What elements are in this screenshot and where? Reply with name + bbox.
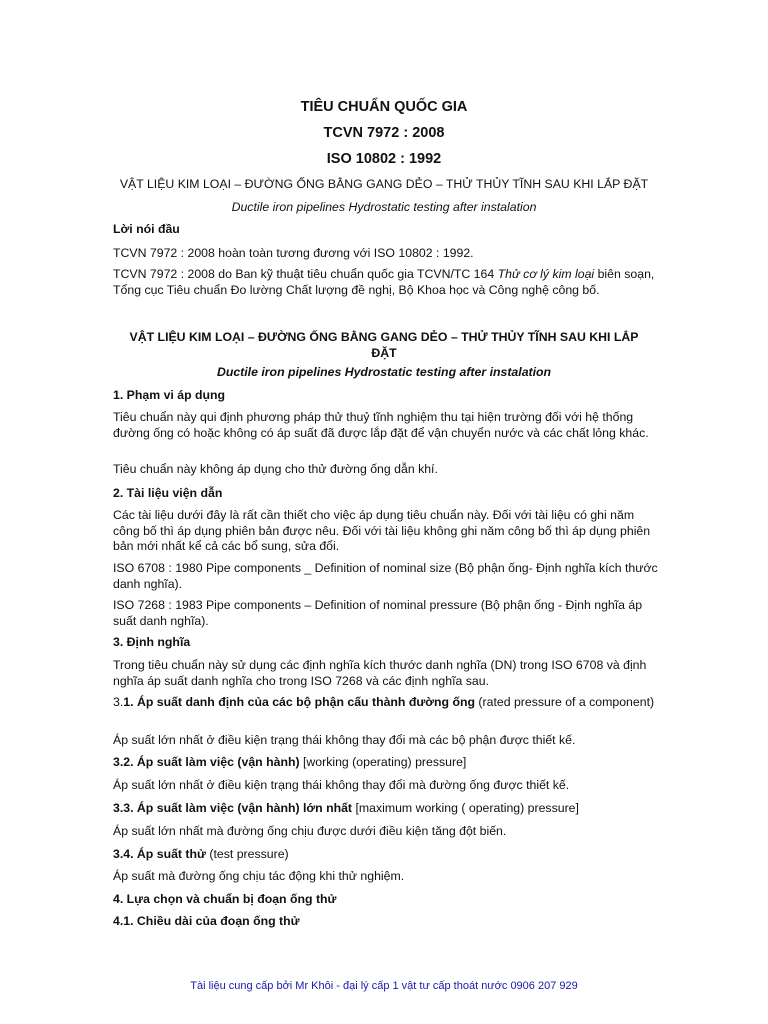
section2-heading: 2. Tài liệu viện dẫn	[113, 486, 223, 500]
foreword-heading: Lời nói đầu	[113, 222, 180, 236]
section4-heading: 4. Lựa chọn và chuẩn bị đoạn ống thử	[113, 892, 337, 906]
definition-3-1-term: 1. Áp suất danh định của các bộ phận cấu thành đường ống	[123, 695, 475, 709]
definition-3-3-text: Áp suất lớn nhất mà đường ống chịu được dưới điều kiện tăng đột biến.	[113, 824, 507, 838]
definition-3-3-term: 3.3. Áp suất làm việc (vận hành) lớn nhất	[113, 801, 353, 815]
definition-3-2-text: Áp suất lớn nhất ở điều kiện trạng thái không thay đổi mà đường ống được thiết kế.	[113, 778, 570, 792]
foreword-p2-start: TCVN 7972 : 2008 do Ban kỹ thuật tiêu chuẩn quốc gia TCVN/TC 164	[113, 267, 498, 281]
foreword-p2-end: biên soạn, Tổng cục Tiêu chuẩn Đo lường Chất lượng đề nghị, Bộ Khoa học và Công nghệ công bố.	[113, 267, 655, 297]
definition-3-4-text: Áp suất mà đường ống chịu tác động khi thử nghiệm.	[113, 869, 405, 883]
definition-3-2-title	[113, 755, 661, 771]
section4-1-heading: 4.1. Chiều dài của đoạn ống thử	[113, 914, 300, 928]
section2-paragraph-1: Các tài liệu dưới đây là rất cần thiết cho việc áp dụng tiêu chuẩn này. Đối với tài liệu có ghi năm công bố thì áp dụng phiên bản được nêu. Đối với tài liệu không ghi năm công bố thì áp dụng phiên bản mới nhất kể cả các bổ sung, sửa đổi.	[113, 508, 651, 553]
definition-3-4-term: 3.4. Áp suất thử	[113, 847, 206, 861]
doc-title-line2: TCVN 7972 : 2008	[323, 125, 445, 141]
doc-subtitle: VẬT LIỆU KIM LOẠI – ĐƯỜNG ỐNG BẰNG GANG DẺO – THỬ THỦY TĨNH SAU KHI LẮP ĐẶT	[119, 177, 649, 191]
main-title-english: Ductile iron pipelines Hydrostatic testing after instalation	[216, 365, 552, 379]
section3-heading: 3. Định nghĩa	[113, 635, 191, 649]
definition-3-4-english: (test pressure)	[205, 847, 289, 861]
section1-paragraph-2: Tiêu chuẩn này không áp dụng cho thử đường ống dẫn khí.	[113, 462, 438, 476]
foreword-paragraph-2	[113, 267, 661, 298]
definition-3-2-term: 3.2. Áp suất làm việc (vận hành)	[113, 755, 300, 769]
section3-intro: Trong tiêu chuẩn này sử dụng các định nghĩa kích thước danh nghĩa (DN) trong ISO 6708 và định nghĩa áp suất danh nghĩa cho trong ISO 7268 và các định nghĩa sau.	[113, 658, 647, 688]
definition-3-4-title	[113, 847, 661, 863]
definition-3-3-english: [maximum working ( operating) pressure]	[352, 801, 579, 815]
foreword-paragraph-1: TCVN 7972 : 2008 hoàn toàn tương đương với ISO 10802 : 1992.	[113, 246, 474, 260]
section1-paragraph-1: Tiêu chuẩn này qui định phương pháp thử thuỷ tĩnh nghiệm thu tại hiện trường đối với hệ thống đường ống có hoặc không có áp suất đã được lắp đặt để vận chuyển nước và các chất lỏng khác.	[113, 410, 649, 440]
section2-reference-2: ISO 7268 : 1983 Pipe components – Definition of nominal pressure (Bộ phận ống - Định nghĩa áp suất danh nghĩa).	[113, 598, 643, 628]
doc-title-line3: ISO 10802 : 1992	[326, 151, 442, 167]
definition-3-2-english: [working (operating) pressure]	[299, 755, 467, 769]
doc-english-title: Ductile iron pipelines Hydrostatic testing after instalation	[231, 200, 537, 214]
footer-credit: Tài liệu cung cấp bởi Mr Khôi - đại lý cấp 1 vật tư cấp thoát nước 0906 207 929	[190, 980, 578, 992]
definition-3-1-prefix: 3.	[113, 695, 124, 709]
definition-3-1-title	[113, 695, 661, 711]
main-title-caps: VẬT LIỆU KIM LOẠI – ĐƯỜNG ỐNG BẰNG GANG DẺO – THỬ THỦY TĨNH SAU KHI LẮP ĐẶT	[129, 330, 639, 360]
foreword-p2-italic: Thử cơ lý kim loại	[497, 267, 595, 281]
section1-heading: 1. Phạm vi áp dụng	[113, 388, 226, 402]
section2-reference-1: ISO 6708 : 1980 Pipe components _ Definition of nominal size (Bộ phận ống- Định nghĩa kích thước danh nghĩa).	[113, 561, 658, 591]
definition-3-1-text: Áp suất lớn nhất ở điều kiện trạng thái không thay đổi mà các bộ phận được thiết kế.	[113, 733, 576, 747]
doc-title-line1: TIÊU CHUẨN QUỐC GIA	[300, 99, 468, 115]
definition-3-3-title	[113, 801, 661, 817]
definition-3-1-english: (rated pressure of a component)	[475, 695, 655, 709]
